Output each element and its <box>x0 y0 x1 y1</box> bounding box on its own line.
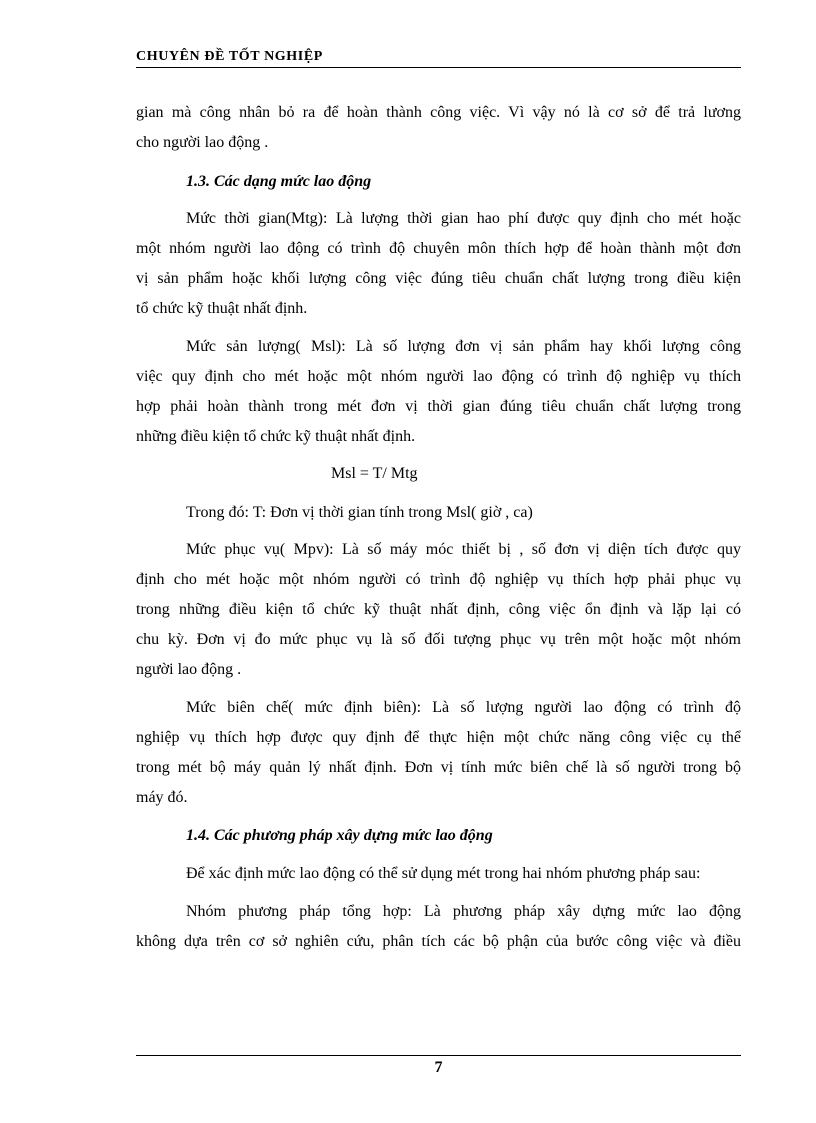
section-heading: 1.3. Các dạng mức lao động <box>186 173 372 190</box>
text-line: trong mét bộ máy quản lý nhất định. Đơn vị tính mức biên chế là số người trong bộ <box>136 759 741 776</box>
header-rule <box>136 67 741 68</box>
text-line: Trong đó: T: Đơn vị thời gian tính trong Msl( giờ , ca) <box>186 504 533 521</box>
text-line: không dựa trên cơ sở nghiên cứu, phân tích các bộ phận của bước công việc và điều <box>136 933 741 950</box>
formula: Msl = T/ Mtg <box>331 465 418 482</box>
text-line: Để xác định mức lao động có thể sử dụng mét trong hai nhóm phương pháp sau: <box>186 865 701 882</box>
page-number: 7 <box>434 1059 443 1076</box>
paragraph-first-line: Nhóm phương pháp tổng hợp: Là phương pháp xây dựng mức lao động <box>186 903 741 920</box>
paragraph-first-line: Mức biên chế( mức định biên): Là số lượng người lao động có trình độ <box>186 699 741 716</box>
text-line: một nhóm người lao động có trình độ chuyên môn thích hợp để hoàn thành một đơn <box>136 240 741 257</box>
paragraph-first-line: Mức thời gian(Mtg): Là lượng thời gian hao phí được quy định cho mét hoặc <box>186 210 741 227</box>
text-line: định cho mét hoặc một nhóm người có trình độ nghiệp vụ thích hợp phải phục vụ <box>136 571 741 588</box>
text-line: vị sản phẩm hoặc khối lượng công việc đúng tiêu chuẩn chất lượng trong điều kiện <box>136 270 741 287</box>
text-line: cho người lao động . <box>136 134 269 151</box>
paragraph-first-line: Mức phục vụ( Mpv): Là số máy móc thiết bị , số đơn vị diện tích được quy <box>186 541 741 558</box>
text-line: gian mà công nhân bỏ ra để hoàn thành công việc. Vì vậy nó là cơ sở để trả lương <box>136 104 741 121</box>
text-line: máy đó. <box>136 789 188 806</box>
text-line: nghiệp vụ thích hợp được quy định để thực hiện một chức năng công việc cụ thể <box>136 729 741 746</box>
text-line: trong những điều kiện tổ chức kỹ thuật nhất định, công việc ổn định và lặp lại có <box>136 601 741 618</box>
text-line: chu kỳ. Đơn vị đo mức phục vụ là số đối tượng phục vụ trên một hoặc một nhóm <box>136 631 741 648</box>
paragraph-first-line: Mức sản lượng( Msl): Là số lượng đơn vị sản phẩm hay khối lượng công <box>186 338 741 355</box>
text-line: tổ chức kỹ thuật nhất định. <box>136 300 308 317</box>
header-title: CHUYÊN ĐỀ TỐT NGHIỆP <box>136 49 323 64</box>
text-line: những điều kiện tổ chức kỹ thuật nhất định. <box>136 428 416 445</box>
text-line: hợp phải hoàn thành trong mét đơn vị thời gian đúng tiêu chuẩn chất lượng trong <box>136 398 741 415</box>
text-line: người lao động . <box>136 661 242 678</box>
section-heading: 1.4. Các phương pháp xây dựng mức lao động <box>186 827 493 844</box>
footer-rule <box>136 1055 741 1056</box>
text-line: việc quy định cho mét hoặc một nhóm người lao động có trình độ nghiệp vụ thích <box>136 368 741 385</box>
